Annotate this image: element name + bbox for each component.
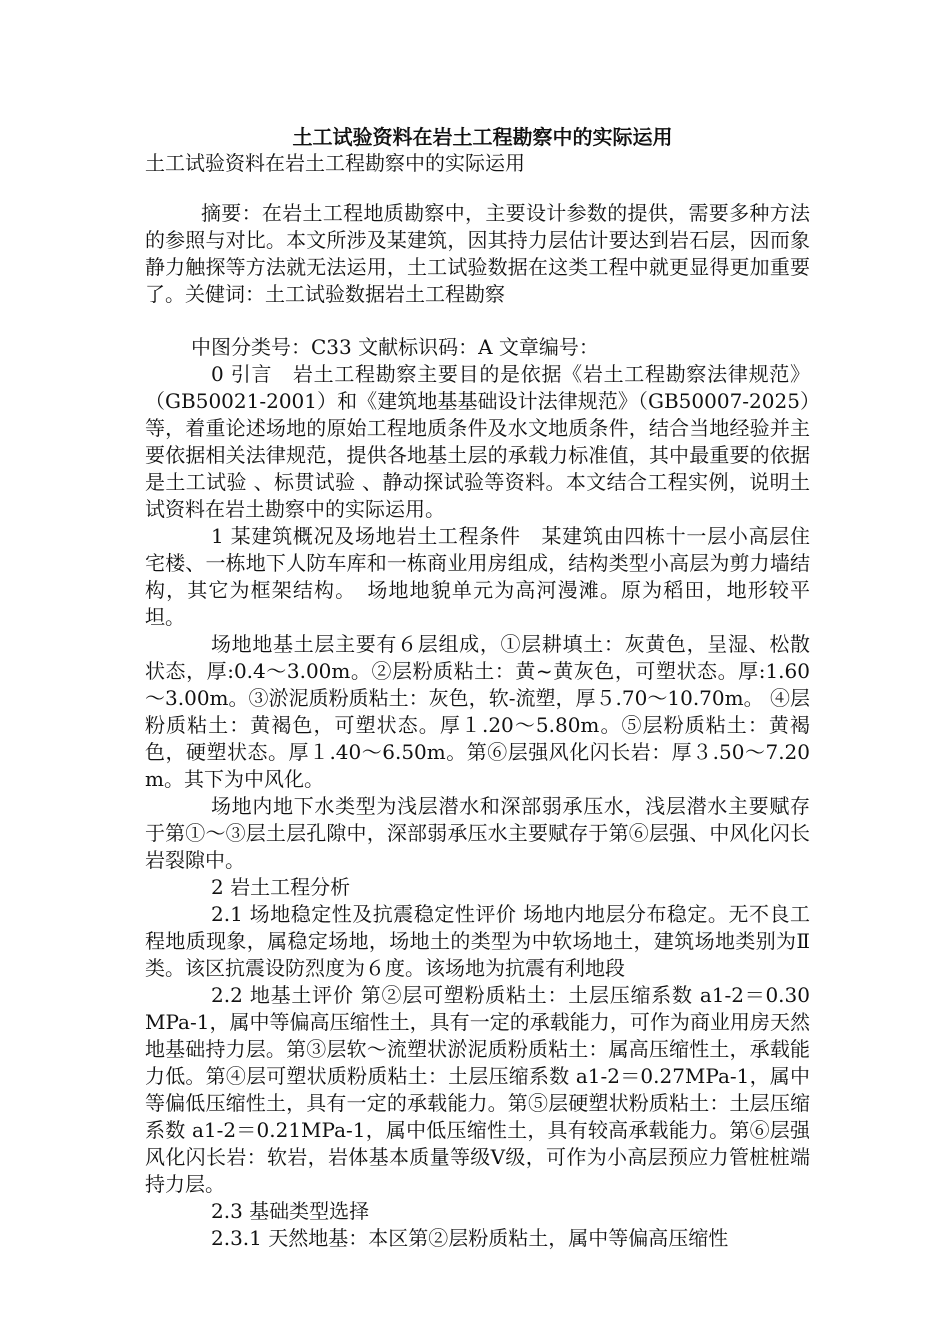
section-2-3-heading: 2.3 基础类型选择 <box>211 1199 370 1223</box>
document-title: 土工试验资料在岩土工程勘察中的实际运用 <box>292 125 673 149</box>
intro-paragraph: 0 引言 岩土工程勘察主要目的是依据《岩土工程勘察法律规范》（GB50021-2001）和《建筑地基基础设计法律规范》（GB50007-2025）等，着重论述场地的原始工程地质条件及水文地质条件，结合当地经验并主要依据相关法律规范，提供各地基土层的承载力标准值，其中最重要的依据是土工试验 、标贯试验 、静动探试验等资料。本文结合工程实例，说明土试资料在岩土勘察中的实际运用。 <box>145 362 810 521</box>
document-body <box>145 124 810 1252</box>
section-2-2-paragraph: 2.2 地基土评价 第②层可塑粉质粘土：土层压缩系数 a1-2＝0.30MPa-1，属中等偏高压缩性土，具有一定的承载能力，可作为商业用房天然地基础持力层。第③层软～流塑状淤泥质粉质粘土：属高压缩性土，承载能力低。第④层可塑状质粉质粘土：土层压缩系数 a1-2＝0.27MPa-1，属中等偏低压缩性土，具有一定的承载能力。第⑤层硬塑状粉质粘土：土层压缩系数 a1-2＝0.21MPa-1，属中低压缩性土，具有较高承载能力。第⑥层强风化闪长岩：软岩，岩体基本质量等级Ⅴ级，可作为小高层预应力管桩桩端持力层。 <box>145 983 810 1196</box>
groundwater-paragraph: 场地内地下水类型为浅层潜水和深部弱承压水，浅层潜水主要赋存于第①～③层土层孔隙中，深部弱承压水主要赋存于第⑥层强、中风化闪长岩裂隙中。 <box>145 794 810 872</box>
section-2-3-1-paragraph: 2.3.1 天然地基：本区第②层粉质粘土，属中等偏高压缩性 <box>211 1226 729 1250</box>
section-1-paragraph: 1 某建筑概况及场地岩土工程条件 某建筑由四栋十一层小高层住宅楼、一栋地下人防车库和一栋商业用房组成，结构类型小高层为剪力墙结构，其它为框架结构。 场地地貌单元为高河漫滩。原为稻田，地形较平坦。 <box>145 524 810 629</box>
section-2-1-paragraph: 2.1 场地稳定性及抗震稳定性评价 场地内地层分布稳定。无不良工程地质现象，属稳定场地，场地土的类型为中软场地土，建筑场地类别为Ⅱ类。该区抗震设防烈度为６度。该场地为抗震有利地段 <box>145 902 810 980</box>
document-subtitle: 土工试验资料在岩土工程勘察中的实际运用 <box>145 151 525 175</box>
soil-layers-paragraph: 场地地基土层主要有６层组成，①层耕填土：灰黄色，呈湿、松散状态，厚:0.4～3.00m。②层粉质粘土：黄~黄灰色，可塑状态。厚:1.60～3.00m。③淤泥质粉质粘土：灰色，软-流塑，厚５.70～10.70m。 ④层粉质粘土：黄褐色，可塑状态。厚１.20～5.80m。⑤层粉质粘土：黄褐色，硬塑状态。厚１.40～6.50m。第⑥层强风化闪长岩：厚３.50～7.20m。其下为中风化。 <box>145 632 810 791</box>
abstract-paragraph: 摘要：在岩土工程地质勘察中，主要设计参数的提供，需要多种方法的参照与对比。本文所涉及某建筑，因其持力层估计要达到岩石层，因而象静力触探等方法就无法运用，土工试验数据在这类工程中就更显得更加重要了。关健词：土工试验数据岩土工程勘察 <box>145 201 810 306</box>
classification-line: 中图分类号：C33 文献标识码：A 文章编号： <box>191 335 599 359</box>
section-2-heading: 2 岩土工程分析 <box>211 875 351 899</box>
